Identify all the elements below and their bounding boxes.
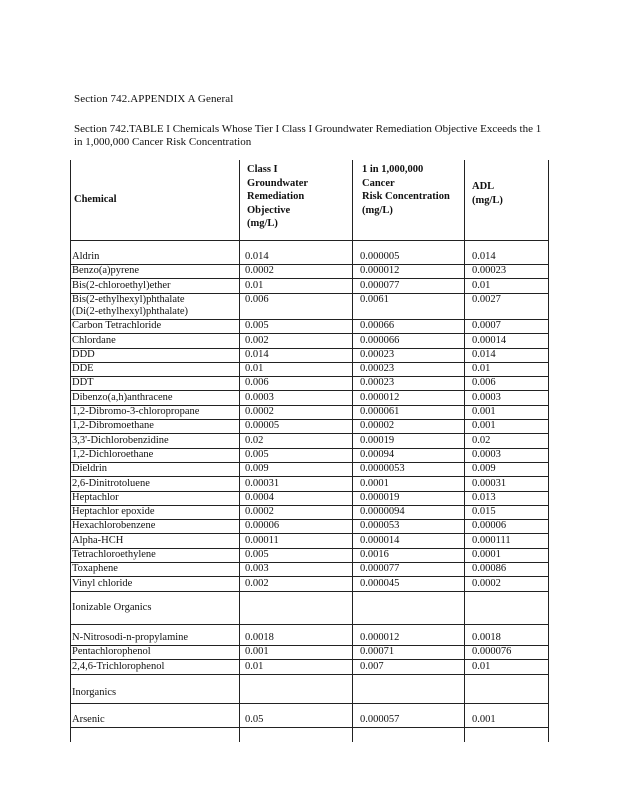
risk-value: 0.0000053 — [360, 463, 405, 475]
chemical-name: Arsenic — [72, 713, 105, 725]
column-divider — [239, 160, 240, 742]
risk-value: 0.0000094 — [360, 506, 405, 518]
class1-value: 0.003 — [245, 563, 269, 575]
chemical-name: 2,4,6-Trichlorophenol — [72, 660, 165, 672]
column-divider — [464, 160, 465, 742]
adl-value: 0.0003 — [472, 391, 501, 403]
adl-value: 0.006 — [472, 377, 496, 389]
adl-value: 0.01 — [472, 279, 491, 291]
chemical-name: 2,6-Dinitrotoluene — [72, 477, 150, 489]
risk-value: 0.000057 — [360, 713, 400, 725]
risk-value: 0.00023 — [360, 348, 395, 360]
adl-value: 0.009 — [472, 463, 496, 475]
adl-value: 0.02 — [472, 434, 491, 446]
chemical-name: Vinyl chloride — [72, 577, 133, 589]
adl-value: 0.01 — [472, 660, 491, 672]
chemical-name: DDT — [72, 377, 94, 389]
chemical-name: Tetrachloroethylene — [72, 549, 156, 560]
chemical-name: Pentachlorophenol — [72, 646, 151, 658]
risk-value: 0.000014 — [360, 534, 400, 546]
risk-value: 0.0061 — [360, 293, 389, 305]
section-rule — [70, 624, 548, 625]
class1-value: 0.05 — [245, 713, 264, 725]
class1-value: 0.00031 — [245, 477, 280, 489]
section-label-ionizable: Ionizable Organics — [72, 601, 152, 613]
class1-value: 0.001 — [245, 646, 269, 658]
risk-value: 0.00023 — [360, 377, 395, 389]
adl-value: 0.000111 — [472, 534, 511, 546]
class1-value: 0.0002 — [245, 406, 274, 417]
chemical-name: Chlordane — [72, 334, 116, 346]
chemical-name: Dieldrin — [72, 463, 107, 475]
column-divider — [352, 160, 353, 742]
column-divider — [70, 160, 71, 742]
adl-value: 0.00023 — [472, 265, 507, 277]
class1-value: 0.0002 — [245, 506, 274, 518]
risk-value: 0.007 — [360, 660, 384, 672]
column-header-chemical: Chemical — [74, 194, 117, 205]
adl-value: 0.0007 — [472, 320, 501, 332]
class1-value: 0.0018 — [245, 631, 274, 643]
class1-value: 0.006 — [245, 293, 269, 305]
class1-value: 0.014 — [245, 251, 269, 262]
adl-value: 0.0001 — [472, 549, 501, 560]
chemical-name: Alpha-HCH — [72, 534, 124, 546]
adl-value: 0.001 — [472, 406, 496, 417]
adl-value: 0.01 — [472, 363, 491, 375]
class1-value: 0.0002 — [245, 265, 274, 277]
column-header-class1: Class I Groundwater Remediation Objective (mg/L) — [247, 164, 309, 229]
adl-value: 0.014 — [472, 251, 496, 262]
adl-value: 0.0002 — [472, 577, 501, 589]
chemical-name: Dibenzo(a,h)anthracene — [72, 391, 173, 403]
risk-value: 0.000019 — [360, 491, 400, 503]
class1-value: 0.01 — [245, 279, 264, 291]
class1-value: 0.005 — [245, 320, 269, 332]
class1-value: 0.00005 — [245, 420, 280, 432]
chemical-name: 1,2-Dichloroethane — [72, 448, 154, 460]
chemical-name: Bis(2-ethylhexyl)phthalate — [72, 293, 185, 305]
risk-value: 0.00066 — [360, 320, 395, 332]
adl-value: 0.001 — [472, 713, 496, 725]
adl-value: 0.00086 — [472, 563, 507, 575]
class1-value: 0.00011 — [245, 534, 279, 546]
adl-value: 0.0018 — [472, 631, 501, 643]
risk-value: 0.000077 — [360, 563, 400, 575]
class1-value: 0.009 — [245, 463, 269, 475]
chemical-name: DDD — [72, 348, 95, 360]
class1-value: 0.005 — [245, 549, 269, 560]
class1-value: 0.006 — [245, 377, 269, 389]
risk-value: 0.00002 — [360, 420, 395, 432]
risk-value: 0.000066 — [360, 334, 400, 346]
row-rule — [70, 727, 548, 728]
risk-value: 0.000061 — [360, 406, 400, 417]
adl-value: 0.013 — [472, 491, 496, 503]
chemical-name: Bis(2-chloroethyl)ether — [72, 279, 171, 291]
adl-value: 0.0003 — [472, 448, 501, 460]
risk-value: 0.000012 — [360, 631, 400, 643]
class1-value: 0.01 — [245, 660, 264, 672]
class1-value: 0.002 — [245, 334, 269, 346]
chemical-name: Heptachlor — [72, 491, 119, 503]
risk-value: 0.000005 — [360, 251, 400, 262]
adl-value: 0.00014 — [472, 334, 507, 346]
column-header-adl: ADL (mg/L) — [472, 181, 503, 206]
chemical-name: DDE — [72, 363, 94, 375]
risk-value: 0.00019 — [360, 434, 395, 446]
class1-value: 0.005 — [245, 448, 269, 460]
chemical-name: Aldrin — [72, 251, 100, 262]
risk-value: 0.000077 — [360, 279, 400, 291]
class1-value: 0.01 — [245, 363, 264, 375]
chemical-name: 3,3'-Dichlorobenzidine — [72, 434, 169, 446]
column-divider — [548, 160, 549, 742]
adl-value: 0.015 — [472, 506, 496, 518]
chemical-name: 1,2-Dibromo-3-chloropropane — [72, 406, 200, 417]
class1-value: 0.00006 — [245, 520, 280, 532]
chemical-name: Carbon Tetrachloride — [72, 320, 162, 332]
section-rule — [70, 703, 548, 704]
adl-value: 0.0027 — [472, 293, 501, 305]
chemical-name: 1,2-Dibromoethane — [72, 420, 154, 432]
risk-value: 0.00094 — [360, 448, 395, 460]
adl-value: 0.00031 — [472, 477, 507, 489]
adl-value: 0.014 — [472, 348, 496, 360]
section-heading: Section 742.APPENDIX A General — [74, 93, 234, 105]
adl-value: 0.00006 — [472, 520, 507, 532]
risk-value: 0.000045 — [360, 577, 400, 589]
adl-value: 0.001 — [472, 420, 496, 432]
header-rule — [70, 240, 548, 241]
risk-value: 0.00023 — [360, 363, 395, 375]
row-rule — [70, 591, 548, 592]
class1-value: 0.002 — [245, 577, 269, 589]
chemical-name: Heptachlor epoxide — [72, 506, 155, 518]
risk-value: 0.0016 — [360, 549, 389, 560]
chemical-name-alt: (Di(2-ethylhexyl)phthalate) — [72, 305, 189, 317]
class1-value: 0.02 — [245, 434, 264, 446]
risk-value: 0.000012 — [360, 265, 400, 277]
chemical-name: N-Nitrosodi-n-propylamine — [72, 631, 189, 643]
class1-value: 0.014 — [245, 348, 269, 360]
adl-value: 0.000076 — [472, 646, 512, 658]
risk-value: 0.000012 — [360, 391, 400, 403]
risk-value: 0.000053 — [360, 520, 400, 532]
chemical-name: Toxaphene — [72, 563, 118, 575]
section-label-inorganics: Inorganics — [72, 686, 117, 698]
table-title: Section 742.TABLE I Chemicals Whose Tier I Class I Groundwater Remediation Objective Exceeds the 1 in 1,000,000 Cancer Risk Concentration — [74, 123, 542, 148]
class1-value: 0.0003 — [245, 391, 274, 403]
row-rule — [70, 674, 548, 675]
risk-value: 0.0001 — [360, 477, 389, 489]
risk-value: 0.00071 — [360, 646, 395, 658]
chemical-name: Benzo(a)pyrene — [72, 265, 140, 277]
chemical-name: Hexachlorobenzene — [72, 520, 156, 532]
column-header-risk: 1 in 1,000,000 Cancer Risk Concentration (mg/L) — [362, 164, 450, 216]
class1-value: 0.0004 — [245, 491, 274, 503]
